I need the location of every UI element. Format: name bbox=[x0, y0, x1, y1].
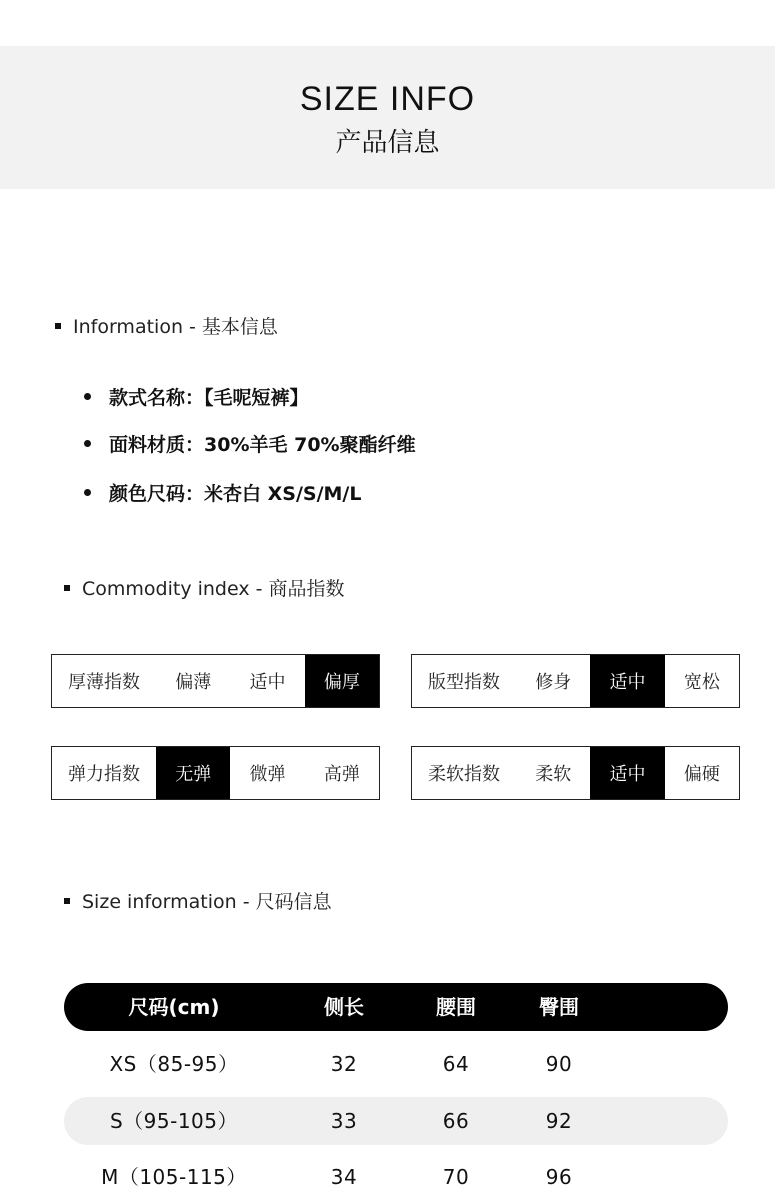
square-bullet-icon bbox=[55, 323, 61, 329]
info-item-style bbox=[84, 383, 309, 410]
section-size-label: Size information - 尺码信息 bbox=[82, 891, 332, 913]
index-option-selected: 偏厚 bbox=[305, 655, 379, 707]
info-item-material bbox=[84, 430, 416, 457]
index-fit bbox=[411, 654, 740, 708]
section-commodity-label: Commodity index - 商品指数 bbox=[82, 578, 345, 600]
index-option: 偏薄 bbox=[175, 672, 212, 693]
info-item-text: 面料材质：30%羊毛 70%聚酯纤维 bbox=[109, 434, 416, 456]
bullet-dot-icon bbox=[84, 393, 91, 400]
column-header-size: 尺码(cm) bbox=[128, 995, 220, 1019]
column-header-side-length: 侧长 bbox=[324, 995, 364, 1019]
index-label: 弹力指数 bbox=[68, 764, 141, 785]
index-option-selected: 无弹 bbox=[156, 747, 230, 799]
page-subtitle: 产品信息 bbox=[335, 128, 440, 158]
index-option: 柔软 bbox=[535, 764, 572, 785]
table-cell: 32 bbox=[330, 1052, 358, 1076]
table-cell: M（105-115） bbox=[101, 1165, 247, 1189]
table-row bbox=[64, 1097, 728, 1145]
index-softness bbox=[411, 746, 740, 800]
info-item-text: 款式名称：【毛呢短裤】 bbox=[109, 387, 309, 409]
info-item-text: 颜色尺码：米杏白 XS/S/M/L bbox=[109, 483, 362, 505]
size-table-header bbox=[64, 983, 728, 1031]
section-information bbox=[55, 312, 278, 339]
index-thickness bbox=[51, 654, 380, 708]
table-cell: 66 bbox=[442, 1109, 470, 1133]
table-cell: XS（85-95） bbox=[109, 1052, 239, 1076]
index-option-selected: 适中 bbox=[590, 655, 664, 707]
square-bullet-icon bbox=[64, 898, 70, 904]
column-header-hip: 臀围 bbox=[539, 995, 579, 1019]
index-label: 版型指数 bbox=[428, 672, 501, 693]
info-item-color-size bbox=[84, 479, 361, 506]
column-header-waist: 腰围 bbox=[436, 995, 476, 1019]
index-option: 偏硬 bbox=[683, 764, 720, 785]
table-cell: 64 bbox=[442, 1052, 470, 1076]
section-size bbox=[64, 887, 332, 914]
bullet-dot-icon bbox=[84, 489, 91, 496]
index-option: 修身 bbox=[535, 672, 572, 693]
table-cell: 90 bbox=[545, 1052, 573, 1076]
table-cell: 70 bbox=[442, 1165, 470, 1189]
bullet-dot-icon bbox=[84, 440, 91, 447]
index-option-selected: 适中 bbox=[590, 747, 664, 799]
table-row bbox=[64, 1040, 728, 1088]
section-commodity bbox=[64, 574, 345, 601]
section-information-label: Information - 基本信息 bbox=[73, 316, 278, 338]
table-cell: S（95-105） bbox=[109, 1109, 239, 1133]
index-option: 适中 bbox=[249, 672, 286, 693]
table-row bbox=[64, 1153, 728, 1200]
index-label: 柔软指数 bbox=[428, 764, 501, 785]
table-cell: 92 bbox=[545, 1109, 573, 1133]
index-option: 高弹 bbox=[323, 764, 360, 785]
index-option: 微弹 bbox=[249, 764, 286, 785]
table-cell: 34 bbox=[330, 1165, 358, 1189]
index-elasticity bbox=[51, 746, 380, 800]
table-cell: 96 bbox=[545, 1165, 573, 1189]
index-label: 厚薄指数 bbox=[68, 672, 141, 693]
page-title: SIZE INFO bbox=[299, 80, 476, 118]
square-bullet-icon bbox=[64, 585, 70, 591]
index-option: 宽松 bbox=[683, 672, 720, 693]
table-cell: 33 bbox=[330, 1109, 358, 1133]
